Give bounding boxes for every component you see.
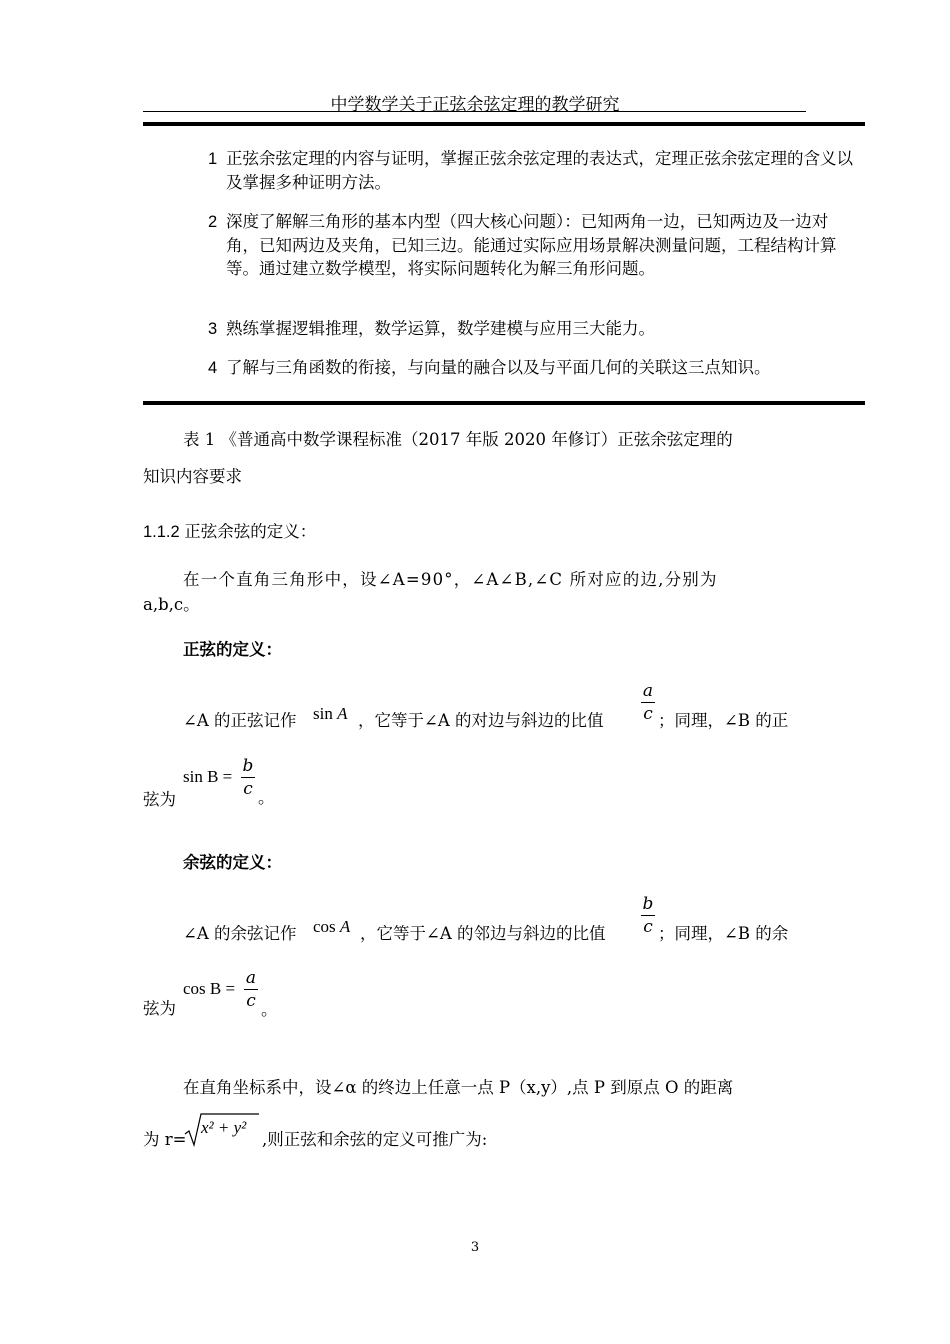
sine-notation [313,704,347,724]
table-top-rule [143,122,865,126]
cosine-text-b: ，它等于∠A 的邻边与斜边的比值 [360,924,606,943]
sine-text-d: 弦为 [143,790,176,809]
objective-text: 熟练掌握逻辑推理，数学运算，数学建模与应用三大能力。 [226,320,655,338]
fraction-bar [641,702,655,703]
header-rule [143,111,806,112]
fraction-denominator: c [243,779,253,799]
header-title: 中学数学关于正弦余弦定理的教学研究 [330,95,620,115]
cosine-heading: 余弦的定义： [183,854,282,872]
objective-number: 2 [208,213,218,231]
generalization-line2-a: 为 r= [143,1130,187,1149]
objective-item [208,148,858,195]
sin-function: sin [313,704,333,723]
cos-function: cos [313,917,336,936]
angle-variable: A [339,917,351,936]
objective-text: 正弦余弦定理的内容与证明，掌握正弦余弦定理的表达式，定理正弦余弦定理的含义以及掌握多种证明方法。 [226,150,853,192]
fraction-denominator: c [246,991,256,1011]
generalization-line2-b: ,则正弦和余弦的定义可推广为: [262,1130,488,1149]
generalization-line1: 在直角坐标系中，设∠α 的终边上任意一点 P（x,y）,点 P 到原点 O 的距离 [183,1078,734,1097]
sine-text-c: ；同理，∠B 的正 [658,711,789,730]
fraction-numerator: a [245,968,257,988]
fraction-denominator: c [643,917,653,937]
angle-variable: A [337,704,348,723]
sine-text-e: 。 [258,788,275,807]
cosine-text-a: ∠A 的余弦记作 [183,924,297,943]
sine-text-a: ∠A 的正弦记作 [183,711,297,730]
fraction-numerator: b [642,894,654,914]
intro-line2: a,b,c。 [143,595,200,614]
fraction-bar [641,915,655,916]
sine-heading: 正弦的定义： [183,641,282,659]
table-bottom-rule [143,401,865,405]
objective-number: 4 [208,359,218,377]
sin-b-formula [183,767,232,787]
sine-ratio-fraction [641,682,655,723]
objective-number: 1 [208,150,218,168]
table-caption-line1: 表 1 《普通高中数学课程标准（2017 年版 2020 年修订）正弦余弦定理的 [183,430,733,449]
cos-b-expression: cos B = [183,979,236,998]
sin-b-expression: sin B = [183,767,233,786]
objective-item [208,318,858,342]
objective-item [208,357,858,381]
objective-text: 了解与三角函数的衔接，与向量的融合以及与平面几何的关联这三点知识。 [226,359,771,377]
fraction-denominator: c [643,704,653,724]
table-caption-line2: 知识内容要求 [143,467,242,486]
cosine-text-c: ；同理，∠B 的余 [658,924,789,943]
section-heading: 1.1.2 正弦余弦的定义： [143,523,317,541]
objective-text: 深度了解解三角形的基本内型（四大核心问题）：已知两角一边，已知两边及一边对角，已知两边及夹角，已知三边。能通过实际应用场景解决测量问题，工程结构计算等。通过建立数学模型，将实际问题转化为解三角形问题。 [226,213,837,278]
cos-b-formula [183,979,235,999]
page-number: 3 [470,1240,480,1255]
sine-text-b: ，它等于∠A 的对边与斜边的比值 [358,711,604,730]
fraction-bar [241,777,255,778]
fraction-bar [244,989,258,990]
fraction-numerator: b [242,756,254,776]
cosine-notation [313,917,350,937]
objective-item [208,211,858,282]
sqrt-content: x² + y² [201,1118,247,1137]
objective-number: 3 [208,320,218,338]
cos-b-fraction [244,969,258,1010]
cosine-ratio-fraction [641,895,655,936]
sin-b-fraction [241,757,255,798]
fraction-numerator: a [642,681,654,701]
intro-line1: 在一个直角三角形中，设∠A=90°，∠A∠B,∠C 所对应的边,分别为 [183,570,718,589]
cosine-text-e: 。 [261,1000,278,1019]
cosine-text-d: 弦为 [143,999,176,1018]
